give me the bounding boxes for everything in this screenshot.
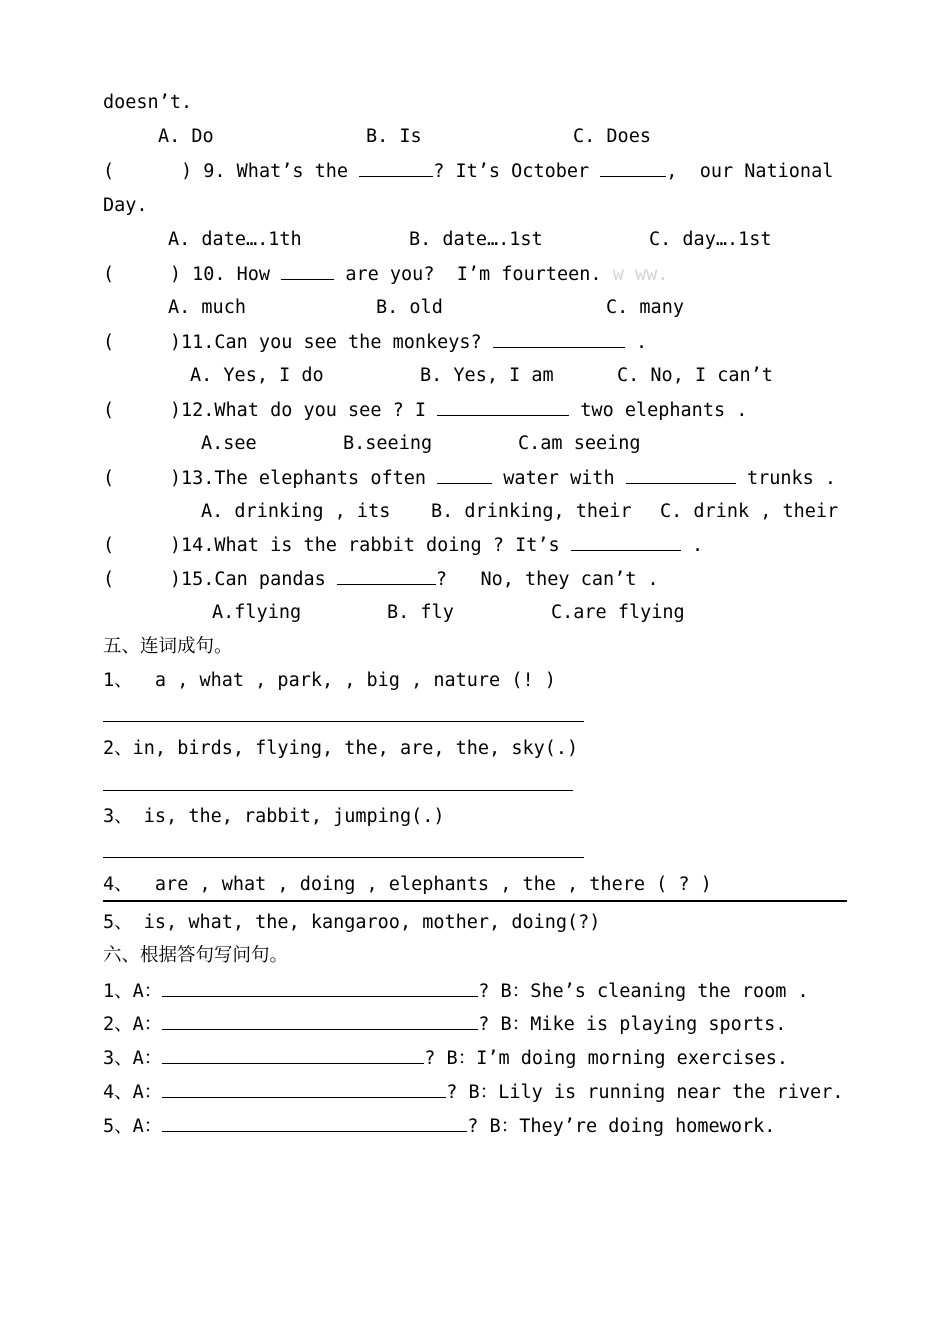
q15-option-a: A.flying: [212, 602, 302, 623]
q10-stem-2: are you? I’m fourteen.: [345, 264, 602, 285]
q13-line: [103, 466, 836, 491]
q11-blank[interactable]: [493, 330, 625, 348]
q11-option-b: B. Yes, I am: [420, 365, 554, 386]
q10-option-a: A. much: [168, 297, 246, 318]
section5-title: 五、连词成句。: [103, 636, 233, 657]
section6-answer-text: ? B：She’s cleaning the room .: [478, 981, 809, 1002]
q12-option-b: B.seeing: [343, 433, 433, 454]
section5-answer-line-1[interactable]: [103, 721, 584, 722]
section6-item-1: [103, 979, 809, 1004]
section5-item-1: 1、 a , what , park, , big , nature (! ): [103, 670, 556, 691]
q8-option-a: A. Do: [158, 126, 214, 147]
section6-item-prefix: 5、A：: [103, 1116, 163, 1137]
q9-answer-paren[interactable]: ( ): [103, 161, 193, 182]
section5-item-5: 5、 is, what, the, kangaroo, mother, doing(?): [103, 912, 601, 933]
q9-blank-2[interactable]: [600, 159, 666, 177]
section6-item-prefix: 3、A：: [103, 1048, 163, 1069]
section6-answer-text: ? B：Mike is playing sports.: [478, 1014, 787, 1035]
q12-option-a: A.see: [201, 433, 257, 454]
watermark-text: w ww.: [612, 264, 669, 285]
q15-stem: 15.Can pandas: [180, 569, 326, 590]
q14-end: .: [691, 535, 704, 556]
q15-blank[interactable]: [337, 567, 436, 585]
section5-item-4: 4、 are , what , doing , elephants , the , there ( ? ): [103, 874, 712, 895]
q9-line: [103, 159, 833, 184]
section5-answer-line-2[interactable]: [103, 790, 573, 791]
q15-stem-2: ? No, they can’t .: [435, 569, 659, 590]
q13-stem-2: water with: [503, 468, 615, 489]
section5-answer-line-3[interactable]: [103, 857, 584, 858]
section6-question-blank-4[interactable]: [162, 1080, 446, 1098]
section6-question-blank-3[interactable]: [162, 1046, 424, 1064]
section6-item-prefix: 1、A：: [103, 981, 163, 1002]
q13-stem: 13.The elephants often: [180, 468, 427, 489]
section5-item-2: 2、in, birds, flying, the, are, the, sky(.): [103, 738, 579, 759]
q10-option-b: B. old: [376, 297, 443, 318]
section6-item-2: [103, 1012, 786, 1037]
section6-item-4: [103, 1080, 843, 1105]
q13-blank-2[interactable]: [626, 466, 736, 484]
q12-stem: 12.What do you see ? I: [180, 400, 427, 421]
q15-line: [103, 567, 659, 592]
section6-question-blank-2[interactable]: [162, 1012, 478, 1030]
q12-answer-paren[interactable]: ( ): [103, 400, 181, 421]
q14-line: [103, 533, 703, 558]
q9-option-a: A. date….1th: [168, 229, 302, 250]
q11-option-c: C. No, I can’t: [617, 365, 773, 386]
q8-option-b: B. Is: [366, 126, 422, 147]
q9-stem-2: ? It’s October: [433, 161, 590, 182]
section6-title: 六、根据答句写问句。: [103, 945, 289, 966]
q9-stem-cont: Day.: [103, 195, 148, 216]
q15-option-c: C.are flying: [551, 602, 685, 623]
q10-blank[interactable]: [281, 262, 334, 280]
q14-stem: 14.What is the rabbit doing ? It’s: [180, 535, 560, 556]
q10-line: [103, 262, 668, 287]
q8-option-c: C. Does: [573, 126, 651, 147]
q10-option-c: C. many: [606, 297, 684, 318]
q13-option-b: B. drinking, their: [431, 501, 632, 522]
q9-option-b: B. date….1st: [409, 229, 543, 250]
q11-end: .: [635, 332, 648, 353]
q14-blank[interactable]: [571, 533, 681, 551]
q9-stem: What’s the: [236, 161, 349, 182]
q9-blank-1[interactable]: [359, 159, 433, 177]
q11-line: [103, 330, 647, 355]
q11-stem: 11.Can you see the monkeys?: [180, 332, 482, 353]
q13-option-a: A. drinking , its: [201, 501, 391, 522]
section6-item-5: [103, 1114, 775, 1139]
section5-answer-line-4[interactable]: [103, 900, 847, 902]
q15-answer-paren[interactable]: ( ): [103, 569, 181, 590]
q9-option-c: C. day….1st: [649, 229, 772, 250]
section6-question-blank-1[interactable]: [162, 979, 478, 997]
q12-option-c: C.am seeing: [518, 433, 641, 454]
q13-stem-3: trunks .: [746, 468, 837, 489]
q10-stem: 10. How: [192, 264, 271, 285]
q8-stem-tail: doesn’t.: [103, 92, 193, 113]
q12-stem-2: two elephants .: [580, 400, 748, 421]
section6-item-prefix: 2、A：: [103, 1014, 163, 1035]
section6-item-prefix: 4、A：: [103, 1082, 163, 1103]
q15-option-b: B. fly: [387, 602, 454, 623]
q9-number: 9.: [203, 161, 226, 182]
section6-item-3: [103, 1046, 788, 1071]
q10-answer-paren[interactable]: ( ): [103, 264, 181, 285]
q11-option-a: A. Yes, I do: [190, 365, 324, 386]
q14-answer-paren[interactable]: ( ): [103, 535, 181, 556]
q9-stem-3: , our National: [666, 161, 834, 182]
q13-blank-1[interactable]: [437, 466, 492, 484]
section5-item-3: 3、 is, the, rabbit, jumping(.): [103, 806, 445, 827]
section6-answer-text: ? B：They’re doing homework.: [467, 1116, 776, 1137]
section6-question-blank-5[interactable]: [162, 1114, 467, 1132]
q13-answer-paren[interactable]: ( ): [103, 468, 181, 489]
section6-answer-text: ? B：I’m doing morning exercises.: [424, 1048, 789, 1069]
section6-answer-text: ? B：Lily is running near the river.: [446, 1082, 844, 1103]
q12-blank[interactable]: [437, 398, 569, 416]
q13-option-c: C. drink , their: [660, 501, 839, 522]
q12-line: [103, 398, 747, 423]
q11-answer-paren[interactable]: ( ): [103, 332, 181, 353]
